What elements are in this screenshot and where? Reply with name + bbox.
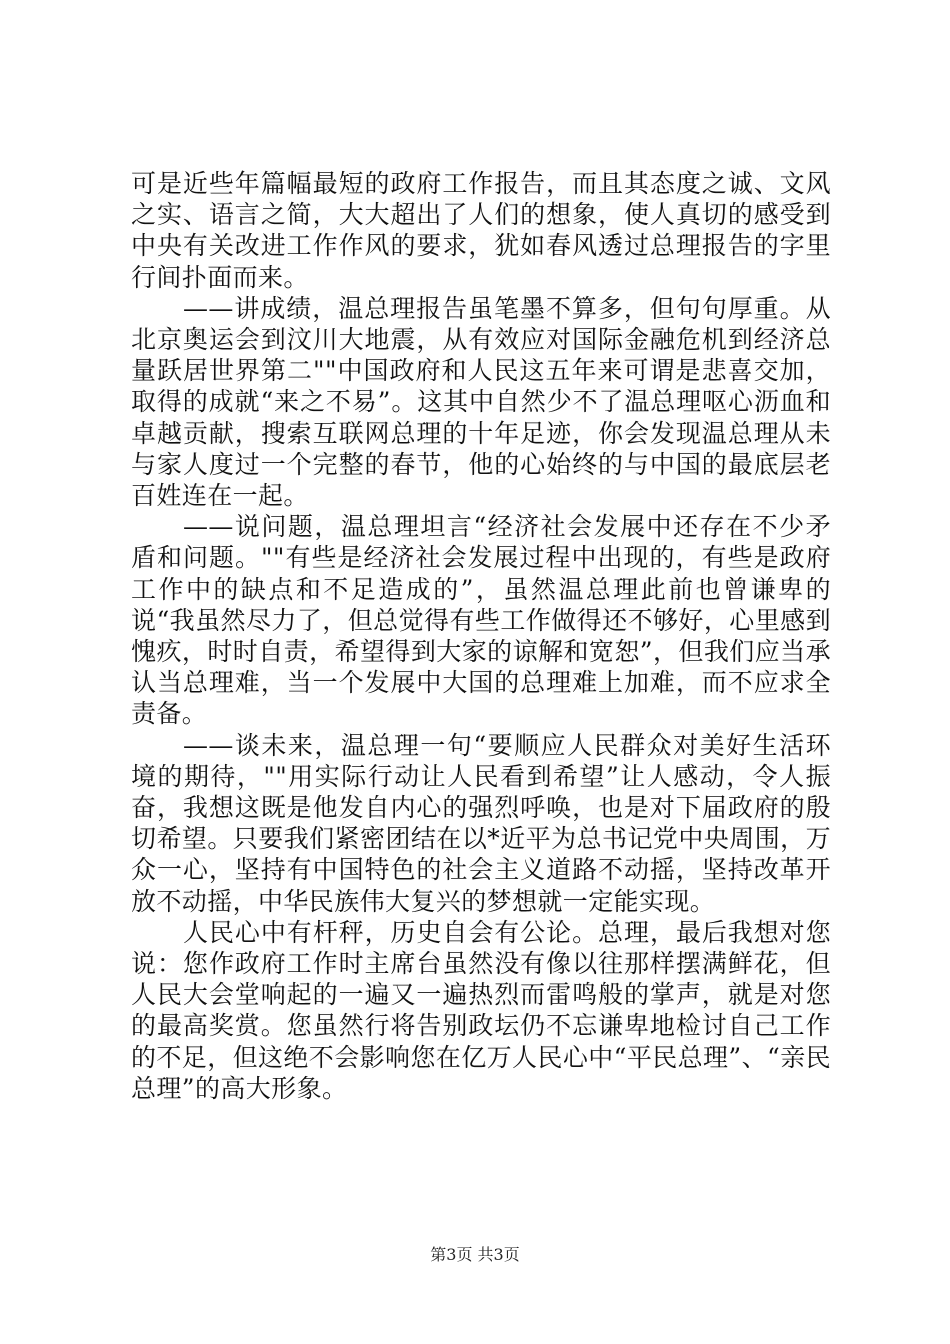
document-body bbox=[131, 168, 831, 1104]
page-number-footer: 第3页 共3页 bbox=[430, 1245, 520, 1264]
paragraph-achievements: ——讲成绩，温总理报告虽笔墨不算多，但句句厚重。从北京奥运会到汶川大地震，从有效应对国际金融危机到经济总量跃居世界第二""中国政府和人民这五年来可谓是悲喜交加，取得的成就“来之不易”。这其中自然少不了温总理呕心沥血和卓越贡献，搜索互联网总理的十年足迹，你会发现温总理从未与家人度过一个完整的春节，他的心始终的与中国的最底层老百姓连在一起。 bbox=[131, 293, 831, 511]
paragraph-conclusion: 人民心中有杆秤，历史自会有公论。总理，最后我想对您说：您作政府工作时主席台虽然没有像以往那样摆满鲜花，但人民大会堂响起的一遍又一遍热烈而雷鸣般的掌声，就是对您的最高奖赏。您虽然行将告别政坛仍不忘谦卑地检讨自己工作的不足，但这绝不会影响您在亿万人民心中“平民总理”、“亲民总理”的高大形象。 bbox=[131, 917, 831, 1103]
paragraph-future: ——谈未来，温总理一句“要顺应人民群众对美好生活环境的期待，""用实际行动让人民看到希望”让人感动，令人振奋，我想这既是他发自内心的强烈呼唤，也是对下届政府的殷切希望。只要我们紧密团结在以*近平为总书记党中央周围，万众一心，坚持有中国特色的社会主义道路不动摇，坚持改革开放不动摇，中华民族伟大复兴的梦想就一定能实现。 bbox=[131, 730, 831, 916]
paragraph-problems: ——说问题，温总理坦言“经济社会发展中还存在不少矛盾和问题。""有些是经济社会发展过程中出现的，有些是政府工作中的缺点和不足造成的”，虽然温总理此前也曾谦卑的说“我虽然尽力了，但总觉得有些工作做得还不够好，心里感到愧疚，时时自责，希望得到大家的谅解和宽恕”，但我们应当承认当总理难，当一个发展中大国的总理难上加难，而不应求全责备。 bbox=[131, 512, 831, 729]
paragraph-intro-continuation: 可是近些年篇幅最短的政府工作报告，而且其态度之诚、文风之实、语言之简，大大超出了人们的想象，使人真切的感受到中央有关改进工作作风的要求，犹如春风透过总理报告的字里行间扑面而来。 bbox=[131, 169, 831, 292]
